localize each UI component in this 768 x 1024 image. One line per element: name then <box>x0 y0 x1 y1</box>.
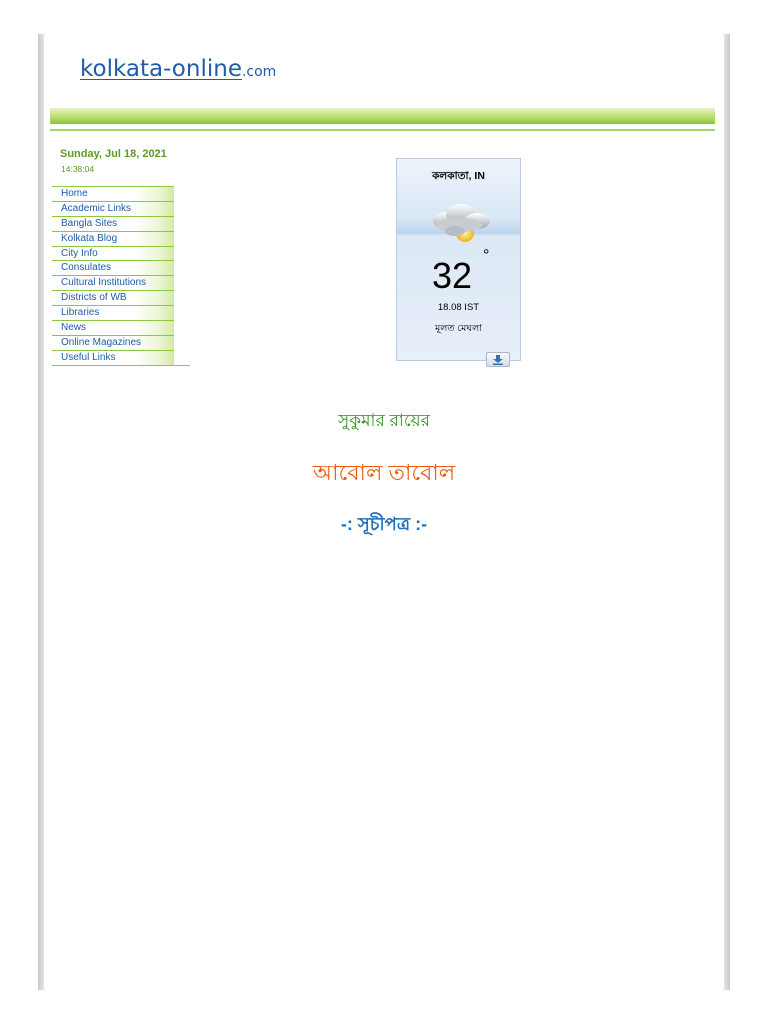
book-title: আবোল তাবোল <box>312 460 456 485</box>
nav-item <box>52 290 190 305</box>
sidebar-nav <box>52 186 190 366</box>
weather-observed-time: 18.08 IST <box>437 302 480 313</box>
site-logo-link[interactable] <box>80 56 276 82</box>
nav-link-kolkata-blog[interactable]: Kolkata Blog <box>61 232 118 244</box>
degree-symbol: ° <box>483 247 490 264</box>
weather-temperature: 32 <box>432 255 473 296</box>
nav-link-city-info[interactable]: City Info <box>61 247 98 259</box>
nav-link-libraries[interactable]: Libraries <box>61 307 100 319</box>
weather-city: কলকাতা, IN <box>432 170 485 182</box>
current-date: Sunday, Jul 18, 2021 <box>60 148 167 160</box>
nav-link-bangla-sites[interactable]: Bangla Sites <box>61 217 118 229</box>
nav-link-online-magazines[interactable]: Online Magazines <box>61 336 142 348</box>
weather-widget[interactable] <box>396 158 521 361</box>
weather-download-button[interactable] <box>486 352 510 367</box>
partly-cloudy-sun-icon <box>425 195 495 245</box>
nav-item <box>52 350 190 366</box>
nav-item <box>52 260 190 275</box>
nav-link-cultural-institutions[interactable]: Cultural Institutions <box>61 277 147 289</box>
nav-item <box>52 186 190 201</box>
nav-item <box>52 201 190 216</box>
nav-link-useful-links[interactable]: Useful Links <box>61 351 116 363</box>
nav-item <box>52 320 190 335</box>
nav-item <box>52 335 190 350</box>
header-green-bar <box>50 108 715 124</box>
nav-item <box>52 275 190 290</box>
current-time: 14:38:04 <box>61 164 95 174</box>
nav-item <box>52 305 190 320</box>
download-arrow-icon <box>492 355 504 365</box>
logo-tld-text: .com <box>241 64 277 80</box>
nav-item <box>52 216 190 231</box>
logo-main-text: kolkata-online <box>80 56 242 82</box>
nav-item <box>52 246 190 261</box>
header-divider-line <box>50 129 715 131</box>
weather-condition: মূলত মেঘলা <box>435 323 482 334</box>
nav-link-academic-links[interactable]: Academic Links <box>61 202 132 214</box>
nav-item <box>52 231 190 246</box>
author-heading: সুকুমার রায়ের <box>337 411 431 430</box>
nav-link-news[interactable]: News <box>61 322 87 334</box>
nav-link-consulates[interactable]: Consulates <box>61 262 112 274</box>
nav-link-home[interactable]: Home <box>61 188 88 199</box>
contents-heading: -: সূচীপত্র :- <box>340 514 428 534</box>
nav-link-districts-of-wb[interactable]: Districts of WB <box>61 292 127 304</box>
